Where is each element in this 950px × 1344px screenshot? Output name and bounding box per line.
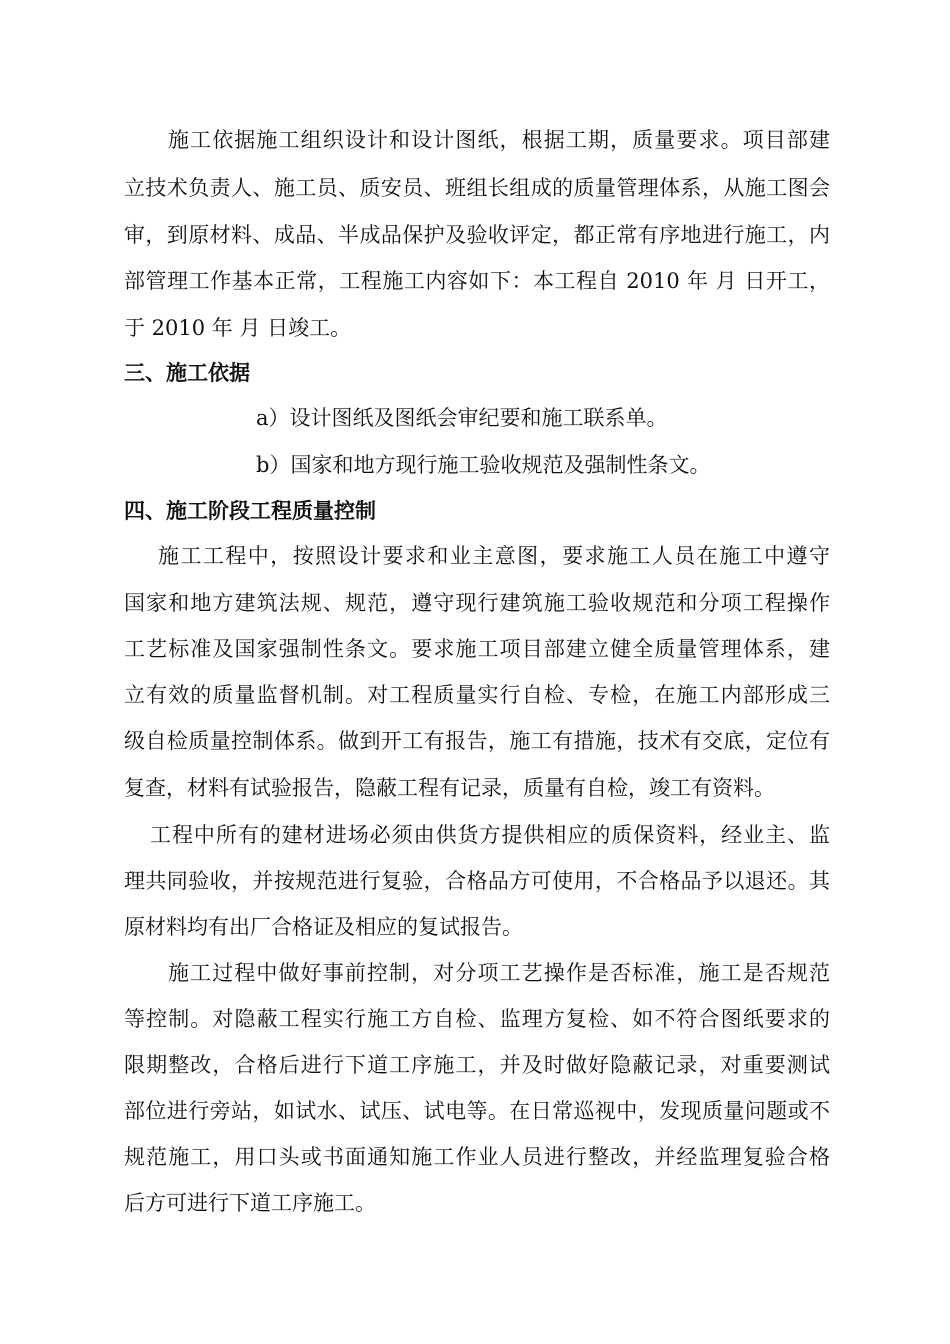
basis-item-a: a）设计图纸及图纸会审纪要和施工联系单。 — [256, 406, 668, 430]
section-heading-3: 三、施工依据 — [124, 360, 250, 385]
para1-line-1: 施工依据施工组织设计和设计图纸，根据工期，质量要求。项目部建 — [168, 128, 830, 152]
basis-item-b: b）国家和地方现行施工验收规范及强制性条文。 — [256, 453, 711, 477]
para1-line-4: 部管理工作基本正常，工程施工内容如下：本工程自 2010 年 月 日开工， — [124, 269, 830, 293]
para2-line-4: 立有效的质量监督机制。对工程质量实行自检、专检，在施工内部形成三 — [124, 683, 830, 707]
section-heading-4: 四、施工阶段工程质量控制 — [124, 498, 376, 523]
para2-line-1: 施工工程中，按照设计要求和业主意图，要求施工人员在施工中遵守 — [158, 544, 830, 568]
para4-line-6: 后方可进行下道工序施工。 — [124, 1191, 376, 1215]
para4-line-1: 施工过程中做好事前控制，对分项工艺操作是否标准，施工是否规范 — [168, 961, 830, 985]
para3-line-1: 工程中所有的建材进场必须由供货方提供相应的质保资料，经业主、监 — [150, 823, 830, 847]
para3-line-2: 理共同验收，并按规范进行复验，合格品方可使用，不合格品予以退还。其 — [124, 869, 830, 893]
para1-line-2: 立技术负责人、施工员、质安员、班组长组成的质量管理体系，从施工图会 — [124, 176, 830, 200]
para2-line-6: 复查，材料有试验报告，隐蔽工程有记录，质量有自检，竣工有资料。 — [124, 776, 775, 800]
para3-line-3: 原材料均有出厂合格证及相应的复试报告。 — [124, 915, 523, 939]
para4-line-5: 规范施工，用口头或书面通知施工作业人员进行整改，并经监理复验合格 — [124, 1145, 830, 1169]
para1-line-3: 审，到原材料、成品、半成品保护及验收评定，都正常有序地进行施工，内 — [124, 223, 830, 247]
para4-line-2: 等控制。对隐蔽工程实行施工方自检、监理方复检、如不符合图纸要求的 — [124, 1007, 830, 1031]
para2-line-3: 工艺标准及国家强制性条文。要求施工项目部建立健全质量管理体系，建 — [124, 637, 830, 661]
para2-line-5: 级自检质量控制体系。做到开工有报告，施工有措施，技术有交底，定位有 — [124, 729, 830, 753]
para4-line-3: 限期整改，合格后进行下道工序施工，并及时做好隐蔽记录，对重要测试 — [124, 1053, 830, 1077]
para4-line-4: 部位进行旁站，如试水、试压、试电等。在日常巡视中，发现质量问题或不 — [124, 1099, 830, 1123]
para1-line-5: 于 2010 年 月 日竣工。 — [124, 316, 352, 340]
para2-line-2: 国家和地方建筑法规、规范，遵守现行建筑施工验收规范和分项工程操作 — [124, 591, 830, 615]
